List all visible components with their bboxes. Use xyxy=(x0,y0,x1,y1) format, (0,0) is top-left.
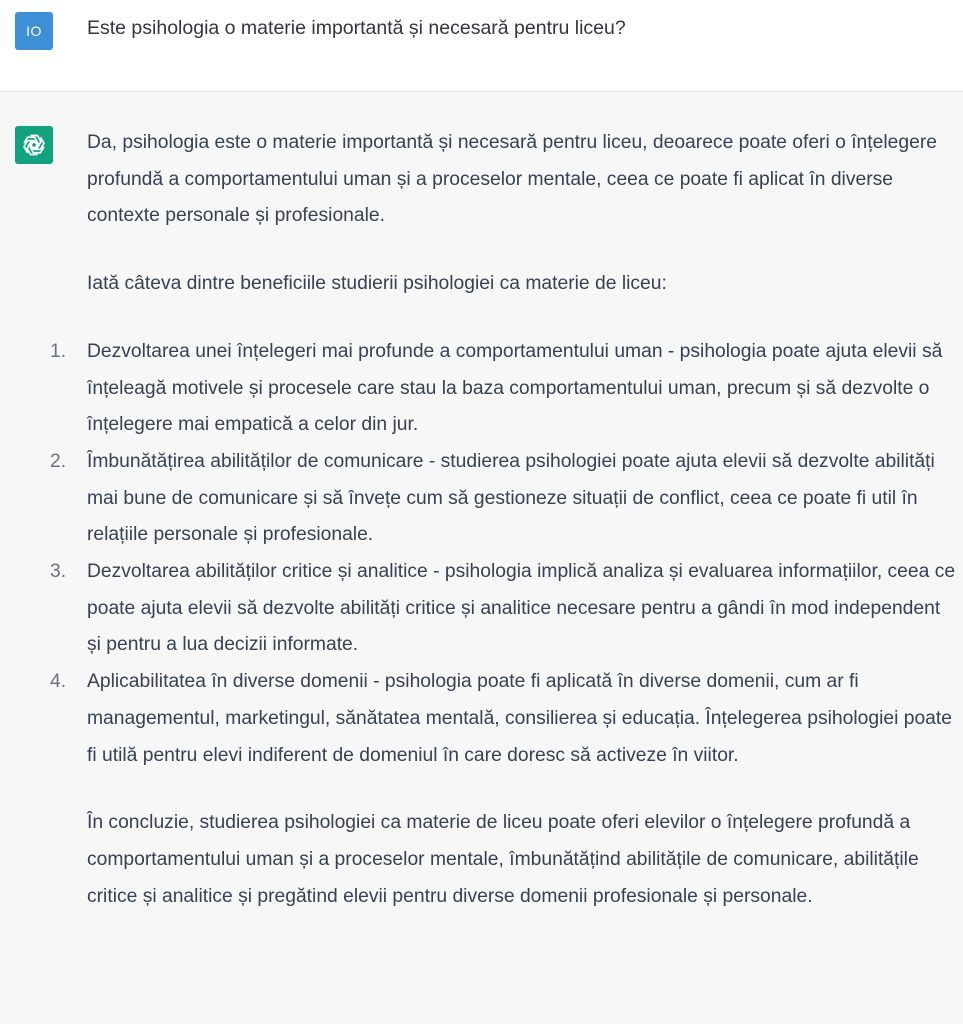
list-item-text: Dezvoltarea abilităților critice și analitice - psihologia implică analiza și evaluarea informațiilor, ceea ce poate ajuta elevii să dezvolte abilități critice și analitice necesare pentru a gândi în mod independent și pentru a lua decizii informate. xyxy=(87,561,956,656)
list-item-text: Aplicabilitatea în diverse domenii - psihologia poate fi aplicată în diverse domenii, cum ar fi managementul, marketingul, sănătatea mentală, consilierea și educația. Înțelegerea psihologiei poate fi utilă pentru elevi indiferent de domeniul în care doresc să activeze în viitor. xyxy=(87,671,952,766)
user-avatar: IO xyxy=(15,12,53,50)
intro-paragraph: Da, psihologia este o materie importantă și necesară pentru liceu, deoarece poate oferi o înțelegere profundă a comportamentului uman și a proceselor mentale, ceea ce poate fi aplicat în diverse contexte personale și profesionale. xyxy=(87,132,937,227)
list-item-text: Îmbunătățirea abilităților de comunicare - studierea psihologiei poate ajuta elevii să dezvolte abilități mai bune de comunicare și să învețe cum să gestioneze situații de conflict, ceea ce poate fi util în relațiile personale și profesionale. xyxy=(87,450,935,546)
list-item xyxy=(50,444,957,554)
list-item-number: 1. xyxy=(50,340,67,362)
list-item-text: Dezvoltarea unei înțelegeri mai profunde a comportamentului uman - psihologia poate ajuta elevii să înțeleagă motivele și procesele care stau la baza comportamentului uman, precum și să dezvolte o înțelegere mai empatică a celor din jur. xyxy=(87,340,943,436)
user-message-text: Este psihologia o materie importantă și necesară pentru liceu? xyxy=(87,17,626,39)
list-item xyxy=(50,664,957,774)
list-item-number: 4. xyxy=(50,671,67,693)
list-item-number: 2. xyxy=(50,450,67,472)
assistant-message-row xyxy=(0,92,963,1024)
assistant-avatar xyxy=(15,126,53,164)
openai-logo-icon xyxy=(20,131,48,159)
list-item xyxy=(50,334,957,444)
lead-paragraph: Iată câteva dintre beneficiile studierii psihologiei ca materie de liceu: xyxy=(87,273,667,295)
benefits-list xyxy=(50,334,957,774)
list-item-number: 3. xyxy=(50,561,67,583)
user-message-row xyxy=(0,0,963,92)
list-item xyxy=(50,554,957,664)
assistant-message-content xyxy=(50,125,957,915)
conclusion-paragraph: În concluzie, studierea psihologiei ca materie de liceu poate oferi elevilor o înțelegere profundă a comportamentului uman și a proceselor mentale, îmbunătățind abilitățile de comunicare, abilitățile critice și analitice și pregătind elevii pentru diverse domenii profesionale și personale. xyxy=(87,812,919,907)
